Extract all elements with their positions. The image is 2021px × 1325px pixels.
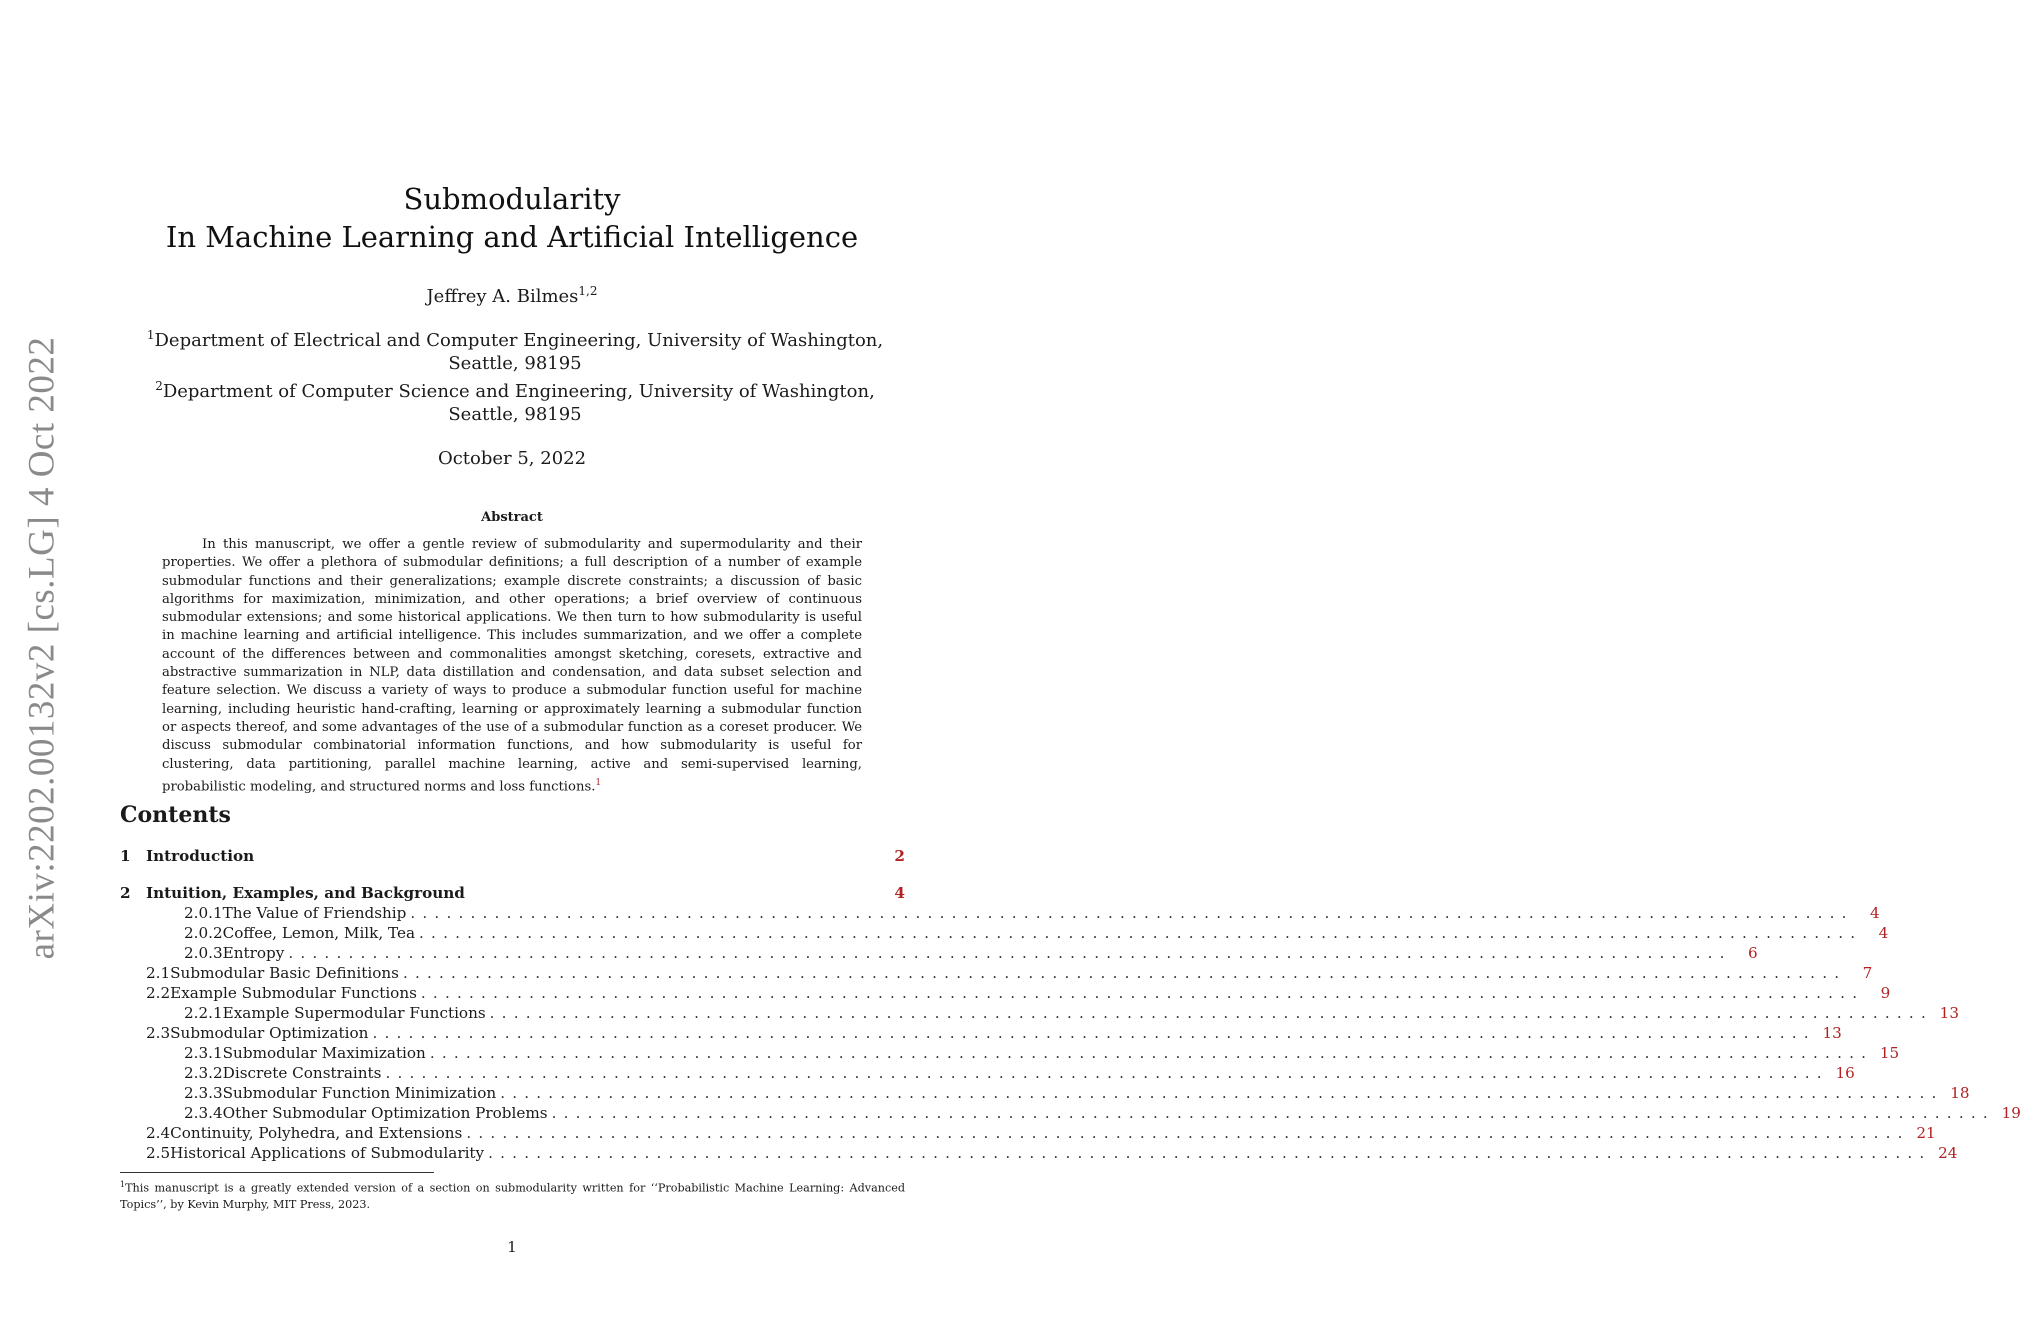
footnote-link[interactable]: 1	[595, 777, 602, 788]
toc-entry[interactable]	[120, 1003, 1959, 1023]
toc-page-link[interactable]: 6	[1748, 944, 1758, 962]
toc-page-link[interactable]: 4	[1878, 924, 1889, 942]
footnote-mark: 1	[120, 1180, 126, 1189]
toc-entry[interactable]	[120, 943, 1758, 963]
table-of-contents	[120, 846, 2021, 1163]
toc-page-link[interactable]: 13	[1939, 1004, 1959, 1022]
toc-entry-number: 2.3.4	[184, 1104, 223, 1122]
toc-entry[interactable]	[120, 923, 1889, 943]
toc-entry-title[interactable]: Submodular Basic Definitions	[170, 964, 399, 982]
toc-entry[interactable]	[120, 1063, 1855, 1083]
toc-entry-title[interactable]: The Value of Friendship	[222, 904, 407, 922]
abstract-text: In this manuscript, we offer a gentle review of submodularity and supermodularity and their properties. We offer a plethora of submodular definitions; a full description of a number of example submodular functions and their generalizations; example discrete constraints; a discussion of basic algorithms for maximization, minimization, and other operations; a brief overview of continuous submodular extensions; and some historical applications. We then turn to how submodularity is useful in machine learning and artificial intelligence. This includes summarization, and we offer a complete account of the differences between and commonalities amongst sketching, coresets, extractive and abstractive summarization in NLP, data distillation and condensation, and data subset selection and feature selection. We discuss a variety of ways to produce a submodular function useful for machine learning, including heuristic hand-crafting, learning or approximately learning a submodular function or aspects thereof, and some advantages of the use of a submodular function as a coreset producer. We discuss submodular combinatorial information functions, and how submodularity is useful for clustering, data partitioning, parallel machine learning, active and semi-supervised learning, probabilistic modeling, and structured norms and loss functions.	[162, 537, 862, 795]
toc-entry-number: 2.0.1	[184, 904, 223, 922]
toc-dot-leader: ........................................................................................................................	[288, 944, 1732, 962]
toc-entry-number: 2.3	[146, 1024, 171, 1042]
toc-entry-title[interactable]: Submodular Maximization	[222, 1044, 426, 1062]
footnote-divider	[120, 1172, 434, 1173]
toc-entry-title[interactable]: Submodular Function Minimization	[222, 1084, 497, 1102]
toc-entry-number: 2.5	[146, 1144, 171, 1162]
toc-page-link[interactable]: 4	[1870, 904, 1880, 922]
affiliation-1	[120, 324, 910, 375]
toc-entry[interactable]	[120, 1083, 1970, 1103]
toc-entry-number: 2.2.1	[184, 1004, 223, 1022]
toc-entry[interactable]	[120, 1103, 2021, 1123]
toc-entry-title[interactable]: Submodular Optimization	[170, 1024, 369, 1042]
toc-page-link[interactable]: 7	[1862, 964, 1873, 982]
toc-page-link[interactable]: 19	[2001, 1104, 2021, 1122]
toc-entry-title[interactable]: Introduction	[146, 847, 255, 865]
toc-entry-number: 1	[120, 847, 131, 865]
toc-dot-leader: ........................................................................................................................	[500, 1084, 1944, 1102]
toc-entry-title[interactable]: Other Submodular Optimization Problems	[222, 1104, 548, 1122]
toc-page-link[interactable]: 4	[894, 884, 905, 902]
author-name: Jeffrey A. Bilmes	[426, 286, 579, 307]
paper-title	[0, 180, 1024, 256]
toc-page-link[interactable]: 16	[1835, 1064, 1855, 1082]
toc-entry-title[interactable]: Example Supermodular Functions	[222, 1004, 486, 1022]
arxiv-identifier-stamp: arXiv:2202.00132v2 [cs.LG] 4 Oct 2022	[21, 336, 63, 960]
toc-page-link[interactable]: 9	[1880, 984, 1891, 1002]
toc-page-link[interactable]: 2	[894, 847, 905, 865]
toc-entry-number: 2.1	[146, 964, 171, 982]
title-line-1: Submodularity	[403, 182, 621, 216]
toc-entry-number: 2.0.3	[184, 944, 223, 962]
toc-page-link[interactable]: 24	[1938, 1144, 1958, 1162]
toc-page-link[interactable]: 21	[1916, 1124, 1936, 1142]
toc-entry-number: 2.4	[146, 1124, 171, 1142]
toc-entry-title[interactable]: Continuity, Polyhedra, and Extensions	[170, 1124, 463, 1142]
toc-entry[interactable]	[120, 1143, 1958, 1163]
affiliation-2	[120, 375, 910, 426]
affiliation-mark: 1	[146, 328, 155, 342]
affiliation-text: Department of Computer Science and Engineering, University of Washington, Seattle, 98195	[162, 381, 875, 425]
toc-dot-leader: ........................................................................................................................	[420, 984, 1865, 1002]
toc-entry[interactable]	[120, 846, 905, 866]
footnote	[120, 1177, 905, 1213]
toc-dot-leader: ........................................................................................................................	[551, 1104, 1995, 1122]
affiliations	[120, 324, 910, 426]
toc-dot-leader: ........................................................................................................................	[419, 924, 1863, 942]
toc-entry[interactable]	[120, 1023, 1842, 1043]
footnote-text: This manuscript is a greatly extended version of a section on submodularity written for ‘‘Probabilistic Machine Learning: Advanced Topics’’, by Kevin Murphy, MIT Press, 2023.	[120, 1181, 905, 1211]
toc-entry-title[interactable]: Coffee, Lemon, Milk, Tea	[222, 924, 416, 942]
toc-entry[interactable]	[120, 903, 1880, 923]
toc-entry[interactable]	[120, 963, 1873, 983]
toc-dot-leader: ........................................................................................................................	[385, 1064, 1829, 1082]
toc-dot-leader: ........................................................................................................................	[410, 904, 1854, 922]
toc-dot-leader: ........................................................................................................................	[402, 964, 1847, 982]
affiliation-mark: 2	[155, 379, 163, 393]
paper-date: October 5, 2022	[437, 448, 587, 469]
toc-page-link[interactable]: 15	[1879, 1044, 1900, 1062]
toc-gap	[120, 866, 905, 883]
toc-page-link[interactable]: 13	[1822, 1024, 1842, 1042]
toc-entry-title[interactable]: Entropy	[222, 944, 285, 962]
toc-entry[interactable]	[120, 883, 905, 903]
toc-dot-leader: ........................................................................................................................	[466, 1124, 1910, 1142]
toc-entry[interactable]	[120, 983, 1891, 1003]
toc-dot-leader: ........................................................................................................................	[372, 1024, 1816, 1042]
toc-entry-title[interactable]: Historical Applications of Submodularity	[170, 1144, 485, 1162]
affiliation-text: Department of Electrical and Computer Engineering, University of Washington, Seattle, 98195	[154, 330, 884, 374]
toc-entry-number: 2.3.1	[184, 1044, 223, 1062]
toc-entry-number: 2.2	[146, 984, 171, 1002]
toc-entry-number: 2.3.2	[184, 1064, 223, 1082]
toc-dot-leader: ........................................................................................................................	[488, 1144, 1932, 1162]
author	[0, 284, 1024, 307]
title-line-2: In Machine Learning and Artificial Intelligence	[165, 220, 859, 254]
toc-entry-title[interactable]: Example Submodular Functions	[170, 984, 417, 1002]
abstract-heading: Abstract	[481, 510, 543, 525]
author-affil-marks: 1,2	[578, 284, 598, 298]
toc-entry[interactable]	[120, 1043, 1900, 1063]
abstract-body	[162, 536, 862, 797]
toc-page-link[interactable]: 18	[1950, 1084, 1970, 1102]
toc-entry-title[interactable]: Intuition, Examples, and Background	[146, 884, 465, 902]
toc-entry-title[interactable]: Discrete Constraints	[222, 1064, 382, 1082]
toc-entry-number: 2.3.3	[184, 1084, 223, 1102]
toc-dot-leader: ........................................................................................................................	[489, 1004, 1933, 1022]
toc-dot-leader: ........................................................................................................................	[429, 1044, 1874, 1062]
page-number: 1	[507, 1238, 517, 1256]
contents-heading: Contents	[120, 802, 231, 828]
toc-entry[interactable]	[120, 1123, 1936, 1143]
toc-entry-number: 2.0.2	[184, 924, 223, 942]
toc-entry-number: 2	[120, 884, 131, 902]
